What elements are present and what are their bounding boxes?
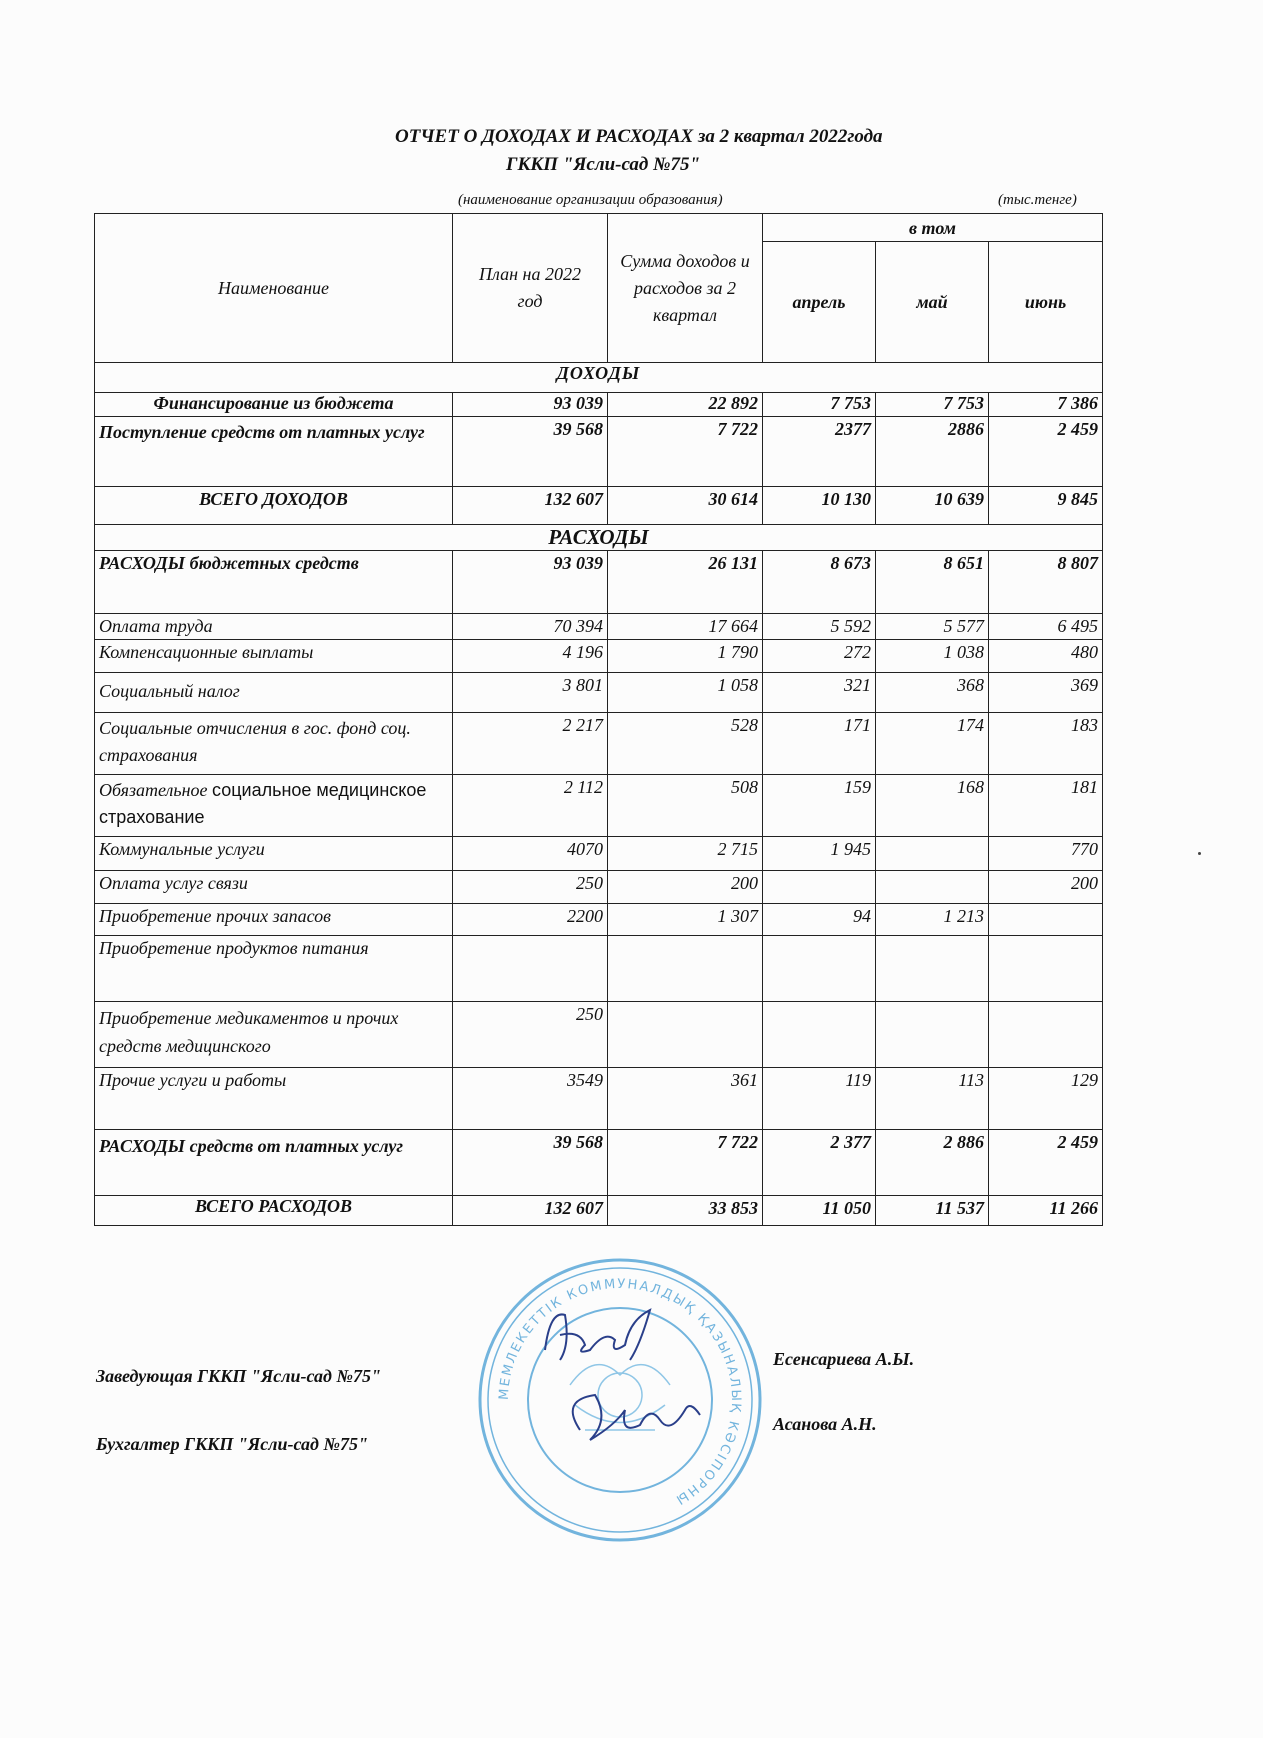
cell-sum: 508 [608, 775, 763, 837]
cell-sum: 2 715 [608, 837, 763, 871]
row-label: Оплата труда [95, 614, 453, 640]
cell-apr: 171 [763, 713, 876, 775]
cell-sum: 33 853 [608, 1196, 763, 1226]
cell-apr: 10 130 [763, 487, 876, 525]
cell-sum: 1 307 [608, 904, 763, 936]
row-label-part2: социальное медицинское страхование [99, 780, 427, 827]
table-row [95, 393, 1103, 417]
row-label: Финансирование из бюджета [95, 393, 453, 417]
row-label: Социальный налог [95, 673, 453, 713]
table-row [95, 614, 1103, 640]
cell-may: 5 577 [876, 614, 989, 640]
cell-plan: 250 [453, 1002, 608, 1068]
table-row [95, 1068, 1103, 1130]
cell-plan: 4 196 [453, 640, 608, 673]
cell-sum [608, 936, 763, 1002]
cell-may [876, 1002, 989, 1068]
cell-plan: 93 039 [453, 551, 608, 614]
cell-sum: 528 [608, 713, 763, 775]
row-label: ВСЕГО РАСХОДОВ [95, 1196, 453, 1226]
row-label: Приобретение прочих запасов [95, 904, 453, 936]
row-label: РАСХОДЫ бюджетных средств [95, 551, 453, 614]
header-name: Наименование [95, 214, 453, 363]
organization-caption: (наименование организации образования) [458, 192, 723, 208]
cell-apr: 272 [763, 640, 876, 673]
header-june: июнь [989, 242, 1103, 363]
cell-jun: 2 459 [989, 417, 1103, 487]
cell-apr: 321 [763, 673, 876, 713]
table-row [95, 1002, 1103, 1068]
row-label: ВСЕГО ДОХОДОВ [95, 487, 453, 525]
cell-plan: 2200 [453, 904, 608, 936]
cell-jun: 9 845 [989, 487, 1103, 525]
cell-apr: 5 592 [763, 614, 876, 640]
head-signature-icon [530, 1290, 680, 1390]
cell-may: 7 753 [876, 393, 989, 417]
cell-may: 11 537 [876, 1196, 989, 1226]
cell-jun: 2 459 [989, 1130, 1103, 1196]
cell-apr [763, 936, 876, 1002]
row-label: Приобретение медикаментов и прочих средств медицинского [95, 1002, 453, 1068]
head-name: Есенсариева А.Ы. [773, 1349, 915, 1369]
cell-apr [763, 871, 876, 904]
cell-sum: 26 131 [608, 551, 763, 614]
cell-may: 8 651 [876, 551, 989, 614]
row-label: Компенсационные выплаты [95, 640, 453, 673]
accountant-role: Бухгалтер ГККП "Ясли-сад №75" [96, 1434, 368, 1454]
cell-apr: 119 [763, 1068, 876, 1130]
header-plan: План на 2022 год [453, 214, 608, 363]
cell-sum: 200 [608, 871, 763, 904]
cell-may: 168 [876, 775, 989, 837]
table-row [95, 713, 1103, 775]
cell-may: 2 886 [876, 1130, 989, 1196]
row-label [95, 775, 453, 837]
cell-plan: 70 394 [453, 614, 608, 640]
cell-jun: 11 266 [989, 1196, 1103, 1226]
cell-jun [989, 1002, 1103, 1068]
cell-plan: 2 112 [453, 775, 608, 837]
cell-plan: 250 [453, 871, 608, 904]
table-row [95, 673, 1103, 713]
cell-sum: 1 790 [608, 640, 763, 673]
table-row [95, 904, 1103, 936]
cell-may: 113 [876, 1068, 989, 1130]
cell-plan: 4070 [453, 837, 608, 871]
table-row [95, 417, 1103, 487]
cell-sum: 7 722 [608, 1130, 763, 1196]
cell-sum: 1 058 [608, 673, 763, 713]
cell-may: 2886 [876, 417, 989, 487]
table-row [95, 640, 1103, 673]
row-label-part1: Обязательное [99, 780, 208, 800]
cell-plan: 39 568 [453, 1130, 608, 1196]
cell-plan: 2 217 [453, 713, 608, 775]
cell-may: 174 [876, 713, 989, 775]
cell-jun [989, 904, 1103, 936]
cell-sum [608, 1002, 763, 1068]
cell-jun: 129 [989, 1068, 1103, 1130]
section-income: ДОХОДЫ [95, 363, 1103, 393]
accountant-signature-icon [550, 1380, 710, 1460]
cell-sum: 22 892 [608, 393, 763, 417]
cell-apr: 1 945 [763, 837, 876, 871]
cell-sum: 17 664 [608, 614, 763, 640]
cell-apr: 159 [763, 775, 876, 837]
cell-apr [763, 1002, 876, 1068]
cell-jun: 480 [989, 640, 1103, 673]
table-row [95, 837, 1103, 871]
row-label: Прочие услуги и работы [95, 1068, 453, 1130]
cell-jun: 8 807 [989, 551, 1103, 614]
head-role: Заведующая ГККП "Ясли-сад №75" [96, 1366, 381, 1386]
cell-jun: 369 [989, 673, 1103, 713]
row-label: Приобретение продуктов питания [95, 936, 453, 1002]
cell-plan [453, 936, 608, 1002]
accountant-name: Асанова А.Н. [773, 1414, 877, 1434]
cell-may: 1 213 [876, 904, 989, 936]
cell-plan: 132 607 [453, 487, 608, 525]
cell-may: 1 038 [876, 640, 989, 673]
cell-jun: 6 495 [989, 614, 1103, 640]
cell-apr: 2 377 [763, 1130, 876, 1196]
row-label: Оплата услуг связи [95, 871, 453, 904]
row-label: РАСХОДЫ средств от платных услуг [95, 1130, 453, 1196]
cell-may [876, 871, 989, 904]
cell-apr: 7 753 [763, 393, 876, 417]
cell-may [876, 936, 989, 1002]
cell-apr: 8 673 [763, 551, 876, 614]
cell-apr: 94 [763, 904, 876, 936]
row-label: Социальные отчисления в гос. фонд соц. страхования [95, 713, 453, 775]
table-row [95, 487, 1103, 525]
cell-apr: 2377 [763, 417, 876, 487]
report-table [94, 213, 1103, 1226]
header-april: апрель [763, 242, 876, 363]
cell-jun: 7 386 [989, 393, 1103, 417]
report-title: ОТЧЕТ О ДОХОДАХ И РАСХОДАХ за 2 квартал 2022года [395, 126, 883, 147]
cell-may [876, 837, 989, 871]
unit-label: (тыс.тенге) [998, 192, 1077, 208]
table-row [95, 1196, 1103, 1226]
cell-plan: 3549 [453, 1068, 608, 1130]
cell-sum: 30 614 [608, 487, 763, 525]
section-expense: РАСХОДЫ [95, 525, 1103, 551]
table-row [95, 871, 1103, 904]
header-group: в том [763, 214, 1103, 242]
header-sum: Сумма доходов и расходов за 2 квартал [608, 214, 763, 363]
cell-sum: 7 722 [608, 417, 763, 487]
organization-name: ГККП "Ясли-сад №75" [506, 154, 701, 175]
cell-sum: 361 [608, 1068, 763, 1130]
table-row [95, 551, 1103, 614]
header-may: май [876, 242, 989, 363]
table-row [95, 1130, 1103, 1196]
cell-may: 10 639 [876, 487, 989, 525]
cell-plan: 3 801 [453, 673, 608, 713]
row-label: Коммунальные услуги [95, 837, 453, 871]
cell-jun: 200 [989, 871, 1103, 904]
cell-jun: 181 [989, 775, 1103, 837]
cell-may: 368 [876, 673, 989, 713]
table-row [95, 936, 1103, 1002]
cell-jun: 183 [989, 713, 1103, 775]
cell-plan: 39 568 [453, 417, 608, 487]
cell-jun [989, 936, 1103, 1002]
table-row [95, 775, 1103, 837]
scan-speck [1198, 852, 1201, 855]
row-label: Поступление средств от платных услуг [95, 417, 453, 487]
cell-plan: 132 607 [453, 1196, 608, 1226]
cell-jun: 770 [989, 837, 1103, 871]
cell-plan: 93 039 [453, 393, 608, 417]
stamp-text: МЕМЛЕКЕТТІК КОММУНАЛДЫҚ ҚАЗЫНАЛЫҚ КӘСІПОРНЫ [496, 1276, 744, 1508]
cell-apr: 11 050 [763, 1196, 876, 1226]
